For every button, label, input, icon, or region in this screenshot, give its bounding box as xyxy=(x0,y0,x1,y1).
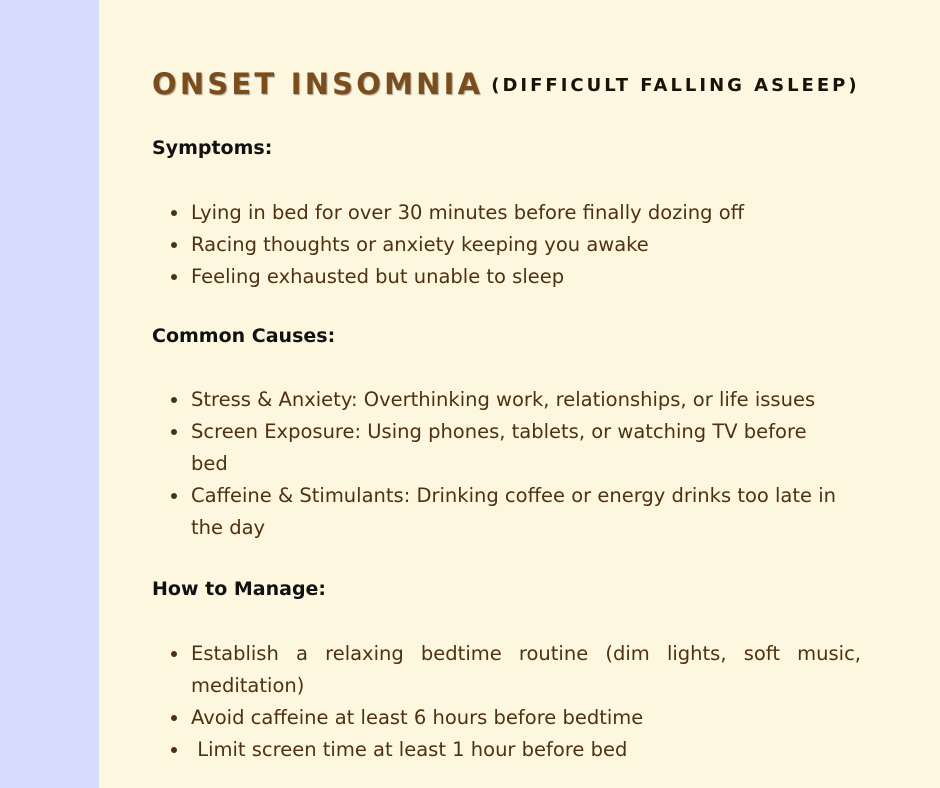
list-item xyxy=(191,638,861,702)
section-heading-how-to-manage: How to Manage: xyxy=(152,578,327,600)
list-item-text: Limit screen time at least 1 hour before bed xyxy=(191,738,628,761)
side-panel xyxy=(0,0,99,788)
list-item xyxy=(191,261,831,293)
document-content xyxy=(99,0,940,788)
bullet-icon xyxy=(171,747,177,753)
bullet-icon xyxy=(171,429,177,435)
list-item-text: Screen Exposure: Using phones, tablets, or watching TV before bed xyxy=(191,420,807,475)
bullet-icon xyxy=(171,397,177,403)
list-item-text: Avoid caffeine at least 6 hours before bedtime xyxy=(191,706,644,729)
list-item xyxy=(191,702,861,734)
list-item-text: Feeling exhausted but unable to sleep xyxy=(191,265,565,288)
list-item xyxy=(191,416,846,480)
symptoms-list xyxy=(191,197,831,293)
page-title xyxy=(152,66,860,103)
causes-list xyxy=(191,384,846,544)
list-item-text: Stress & Anxiety: Overthinking work, relationships, or life issues xyxy=(191,388,816,411)
title-subtitle: (DIFFICULT FALLING ASLEEP) xyxy=(491,75,860,96)
list-item xyxy=(191,197,831,229)
bullet-icon xyxy=(171,210,177,216)
list-item xyxy=(191,384,846,416)
list-item xyxy=(191,229,831,261)
bullet-icon xyxy=(171,242,177,248)
title-main: ONSET INSOMNIA xyxy=(152,67,484,101)
bullet-icon xyxy=(171,274,177,280)
bullet-icon xyxy=(171,715,177,721)
list-item-text: Establish a relaxing bedtime routine (dim lights, soft music, meditation) xyxy=(191,642,861,697)
list-item xyxy=(191,734,861,766)
section-heading-common-causes: Common Causes: xyxy=(152,325,336,347)
manage-list xyxy=(191,638,861,766)
bullet-icon xyxy=(171,651,177,657)
section-heading-symptoms: Symptoms: xyxy=(152,137,273,159)
list-item xyxy=(191,480,846,544)
list-item-text: Lying in bed for over 30 minutes before finally dozing off xyxy=(191,201,745,224)
list-item-text: Racing thoughts or anxiety keeping you awake xyxy=(191,233,649,256)
list-item-text: Caffeine & Stimulants: Drinking coffee or energy drinks too late in the day xyxy=(191,484,837,539)
bullet-icon xyxy=(171,493,177,499)
